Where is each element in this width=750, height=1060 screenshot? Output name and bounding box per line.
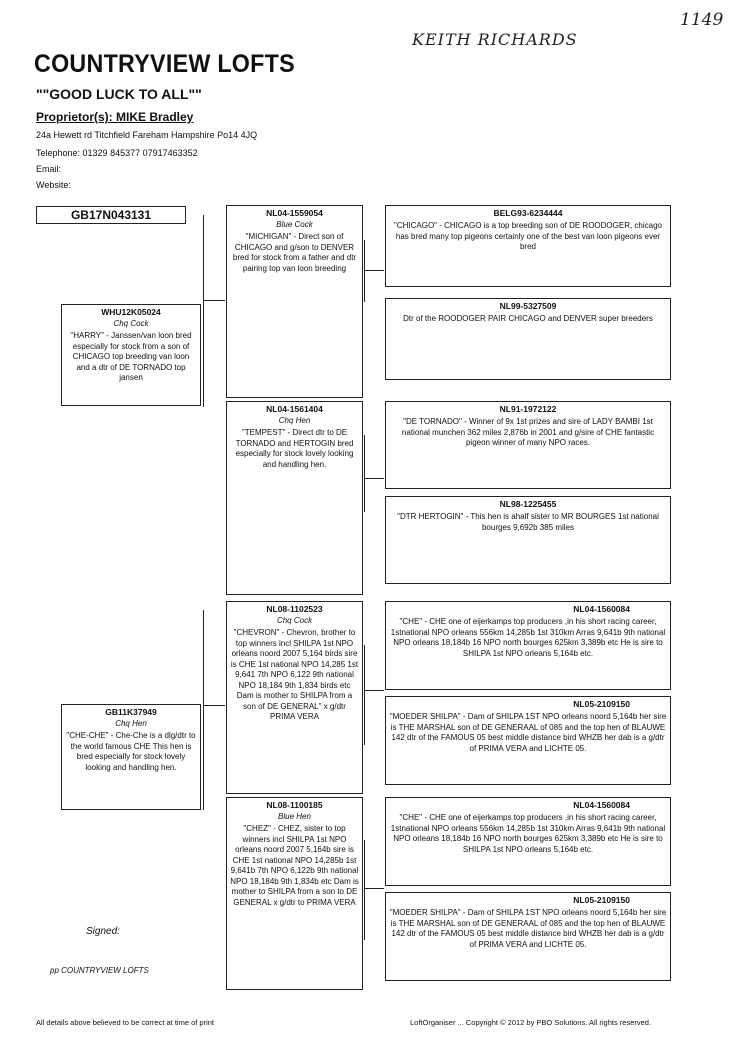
- dam-dam-dam-box: [385, 892, 671, 981]
- sire-sire-box: [226, 205, 363, 398]
- slogan: ""GOOD LUCK TO ALL"": [36, 86, 202, 102]
- description: Dtr of the ROODOGER PAIR CHICAGO and DENVER super breeders: [403, 314, 653, 323]
- connector: [203, 215, 204, 407]
- dam-dam-sire-box: [385, 797, 671, 886]
- ring-number: NL04-1559054: [266, 208, 323, 218]
- description: "MOEDER SHILPA" - Dam of SHILPA 1ST NPO orleans noord 5,164b her sire is THE MARSHAL son of DE GENERAAL of 085 and the top hen of BLAUWE 142 dtr of the FAMOUS 05 best middle distance bird WHZB her dab is a g/dtr of PRIMA VERA and LICHTE 05.: [389, 712, 667, 753]
- connector: [364, 435, 365, 512]
- signature-pp: pp COUNTRYVIEW LOFTS: [50, 966, 149, 975]
- sire-sire-dam-box: [385, 298, 671, 380]
- ring-number: NL98-1225455: [499, 499, 557, 509]
- sire-sire-sire-box: [385, 205, 671, 287]
- sire-dam-dam-box: [385, 496, 671, 584]
- connector: [364, 690, 384, 691]
- connector: [364, 840, 365, 940]
- ring-number: NL08-1102523: [266, 604, 323, 614]
- dam-sire-box: [226, 601, 363, 794]
- sex-color: Chq Cock: [276, 616, 313, 625]
- description: "CHICAGO" - CHICAGO is a top breeding son of DE ROODOGER, chicago has bred many top pigeons certainly one of the best van loon pigeons ever bred: [394, 221, 662, 252]
- loft-name: COUNTRYVIEW LOFTS: [34, 50, 295, 78]
- description: "CHEVRON" - Chevron, brother to top winners incl SHILPA 1st NPO orleans noord 2007 5,164 birds sire is CHE 1st national NPO 14,285 1st 9,641 7th NPO 6,122 9th national NPO 18,184 9th 1,834 birds etc Dam is mother to SHILPA from a son of DE GENERAL" x g/dtr PRIMA VERA: [230, 628, 359, 722]
- connector: [364, 270, 384, 271]
- telephone: Telephone: 01329 845377 07917463352: [36, 148, 198, 158]
- ring-number: NL04-1560084: [573, 604, 630, 614]
- ring-number: NL91-1972122: [499, 404, 557, 414]
- sire-dam-sire-box: [385, 401, 671, 489]
- description: "DE TORNADO" - Winner of 9x 1st prizes and sire of LADY BAMBI 1st national munchen 362 miles 2,876b in 2001 and g/sire of CHE fantastic pigeon winner of many NPO races.: [401, 417, 655, 448]
- description: "MOEDER SHILPA" - Dam of SHILPA 1ST NPO orleans noord 5,164b her sire is THE MARSHAL son of DE GENERAAL of 085 and the top hen of BLAUWE 142 dtr of the FAMOUS 05 best middle distance bird WHZB her dab is a g/dtr of PRIMA VERA and LICHTE 05.: [389, 908, 667, 949]
- sex-color: Blue Cock: [276, 220, 313, 229]
- ring-number: NL04-1560084: [573, 800, 630, 810]
- ring-number: NL99-5327509: [499, 301, 557, 311]
- connector: [203, 610, 204, 810]
- ring-number: NL05-2109150: [573, 699, 630, 709]
- ring-number: NL08-1100185: [266, 800, 323, 810]
- description: "DTR HERTOGIN" - This hen is ahalf sister to MR BOURGES 1st national bourges 9,692b 385 miles: [397, 512, 659, 532]
- description: "CHE" - CHE one of eijerkamps top producers ,in his short racing career, 1stnational NPO orleans 556km 14,285b 1st 310km Arras 9,641b 9th national NPO orleans 18,184b 16 NPO north bourges 625km 3,389b etc He is sire to SHILPA 1st NPO orleans 5,164b etc.: [390, 813, 666, 854]
- description: "HARRY" - Janssen/van loon bred especially for stock from a son of CHICAGO top breeding van loon and a dtr of DE TORNADO top jansen: [70, 331, 192, 383]
- proprietor: Proprietor(s): MIKE Bradley: [36, 110, 194, 124]
- description: "CHE-CHE" - Che-Che is a dlg/dtr to the world famous CHE This hen is bred especially for stock lovely looking and handling hen.: [66, 731, 196, 772]
- website-label: Website:: [36, 180, 71, 190]
- sex-color: Blue Hen: [278, 812, 311, 821]
- sex-color: Chq Hen: [278, 416, 311, 425]
- description: "CHEZ" - CHEZ, sister to top winners incl SHILPA 1st NPO orleans noord 2007 5,164b sire is CHE 1st national NPO 14,285b 1st 9,641b 7th NPO 6,122b 9th national NPO 18,184b 9th 1,834b etc Dam is mother to SHILPA from a son to DE GENERAL x g/dtr to PRIMA VERA: [230, 824, 359, 907]
- footer-copyright: LoftOrganiser ... Copyright © 2012 by PBO Solutions. All rights reserved.: [410, 1018, 652, 1027]
- ring-number: WHU12K05024: [101, 307, 161, 317]
- sire-box: [61, 304, 201, 406]
- connector: [364, 888, 384, 889]
- footer-disclaimer: All details above believed to be correct at time of print: [36, 1018, 215, 1027]
- connector: [364, 645, 365, 745]
- ring-number: GB11K37949: [105, 707, 157, 717]
- sex-color: Chq Cock: [113, 319, 149, 328]
- ring-number: NL04-1561404: [266, 404, 323, 414]
- address: 24a Hewett rd Titchfield Fareham Hampshire Po14 4JQ: [36, 130, 258, 140]
- ring-number: NL05-2109150: [573, 895, 630, 905]
- sex-color: Chq Hen: [115, 719, 147, 728]
- connector: [364, 478, 384, 479]
- connector: [364, 240, 365, 302]
- email-label: Email:: [36, 164, 62, 174]
- handwritten-number: 1149: [680, 10, 724, 30]
- ring-number: BELG93-6234444: [493, 208, 563, 218]
- description: "TEMPEST" - Direct dtr to DE TORNADO and HERTOGIN bred especially for stock lovely looking and handling hen.: [235, 428, 354, 469]
- dam-sire-sire-box: [385, 601, 671, 690]
- sire-dam-box: [226, 401, 363, 595]
- connector: [203, 300, 225, 301]
- dam-sire-dam-box: [385, 696, 671, 785]
- signed-label: Signed:: [86, 926, 120, 937]
- connector: [203, 705, 225, 706]
- handwritten-name: KEITH RICHARDS: [412, 30, 578, 49]
- dam-box: [61, 704, 201, 810]
- description: "MICHIGAN" - Direct son of CHICAGO and g/son to DENVER bred for stock from a father and dtr pairing top van loon breeding: [232, 232, 357, 273]
- subject-ring: GB17N043131: [36, 206, 186, 224]
- dam-dam-box: [226, 797, 363, 990]
- description: "CHE" - CHE one of eijerkamps top producers ,in his short racing career, 1stnational NPO orleans 556km 14,285b 1st 310km Arras 9,641b 9th national NPO orleans 18,184b 16 NPO north bourges 625km 3,389b etc He is sire to SHILPA 1st NPO orleans 5,164b etc.: [390, 617, 666, 658]
